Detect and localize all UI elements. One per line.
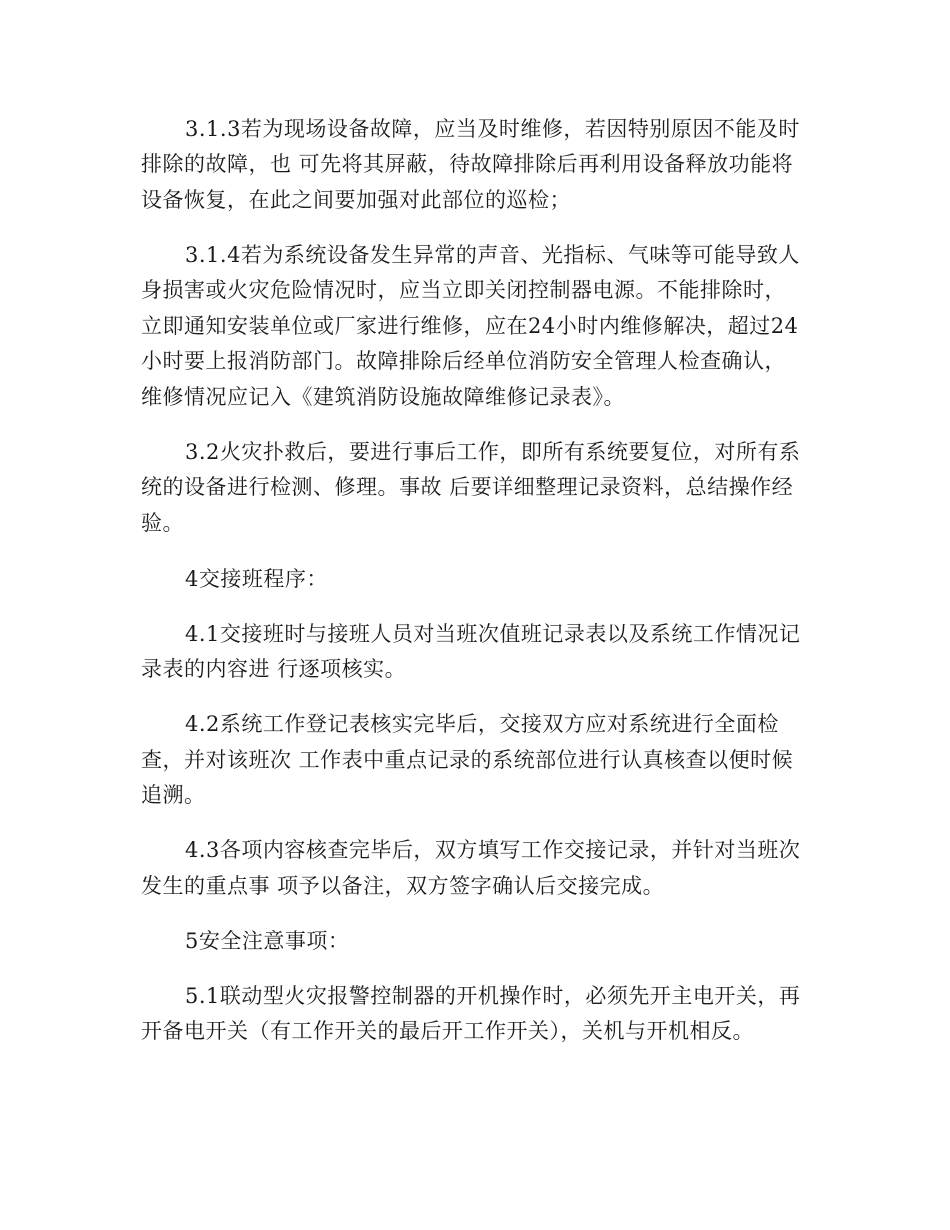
paragraph-4-3-line-2: 发生的重点事 项予以备注，双方签字确认后交接完成。 [141, 874, 665, 898]
paragraph-3-2-line-1: 3.2火灾扑救后，要进行事后工作，即所有系统要复位，对所有系 [185, 440, 801, 464]
paragraph-3-1-4-line-4: 小时要上报消防部门。故障排除后经单位消防安全管理人检查确认， [141, 349, 786, 373]
paragraph-4-3-line-1: 4.3各项内容核查完毕后，双方填写工作交接记录，并针对当班次 [185, 838, 801, 862]
paragraph-4-1-line-2: 录表的内容进 行逐项核实。 [141, 657, 407, 681]
paragraph-3-1-4-line-5: 维修情况应记入《建筑消防设施故障维修记录表》。 [141, 385, 625, 409]
paragraph-5-1-line-1: 5.1联动型火灾报警控制器的开机操作时，必须先开主电开关，再 [185, 984, 801, 1008]
paragraph-3-1-4-line-1: 3.1.4若为系统设备发生异常的声音、光指标、气味等可能导致人 [185, 243, 800, 267]
paragraph-4-2-line-3: 追溯。 [141, 783, 206, 807]
paragraph-3-2-line-3: 验。 [141, 511, 184, 535]
paragraph-4-2-line-2: 查，并对该班次 工作表中重点记录的系统部位进行认真核查以便时候 [141, 748, 794, 772]
paragraph-3-1-4-line-3: 立即通知安装单位或厂家进行维修，应在24小时内维修解决，超过24 [141, 314, 799, 338]
paragraph-3-1-3-line-1: 3.1.3若为现场设备故障，应当及时维修，若因特别原因不能及时 [185, 117, 800, 141]
paragraph-5-1-line-2: 开备电开关（有工作开关的最后开工作开关），关机与开机相反。 [141, 1019, 754, 1043]
section-4-heading: 4交接班程序： [185, 567, 328, 591]
paragraph-4-1-line-1: 4.1交接班时与接班人员对当班次值班记录表以及系统工作情况记 [185, 622, 801, 646]
section-5-heading: 5安全注意事项： [185, 929, 350, 953]
paragraph-3-1-3-line-2: 排除的故障，也 可先将其屏蔽，待故障排除后再利用设备释放功能将 [141, 152, 794, 176]
paragraph-3-2-line-2: 统的设备进行检测、修理。事故 后要详细整理记录资料，总结操作经 [141, 475, 794, 499]
paragraph-3-1-4-line-2: 身损害或火灾危险情况时，应当立即关闭控制器电源。不能排除时， [141, 278, 786, 302]
paragraph-3-1-3-line-3: 设备恢复，在此之间要加强对此部位的巡检； [141, 188, 571, 212]
paragraph-4-2-line-1: 4.2系统工作登记表核实完毕后，交接双方应对系统进行全面检 [185, 712, 779, 736]
